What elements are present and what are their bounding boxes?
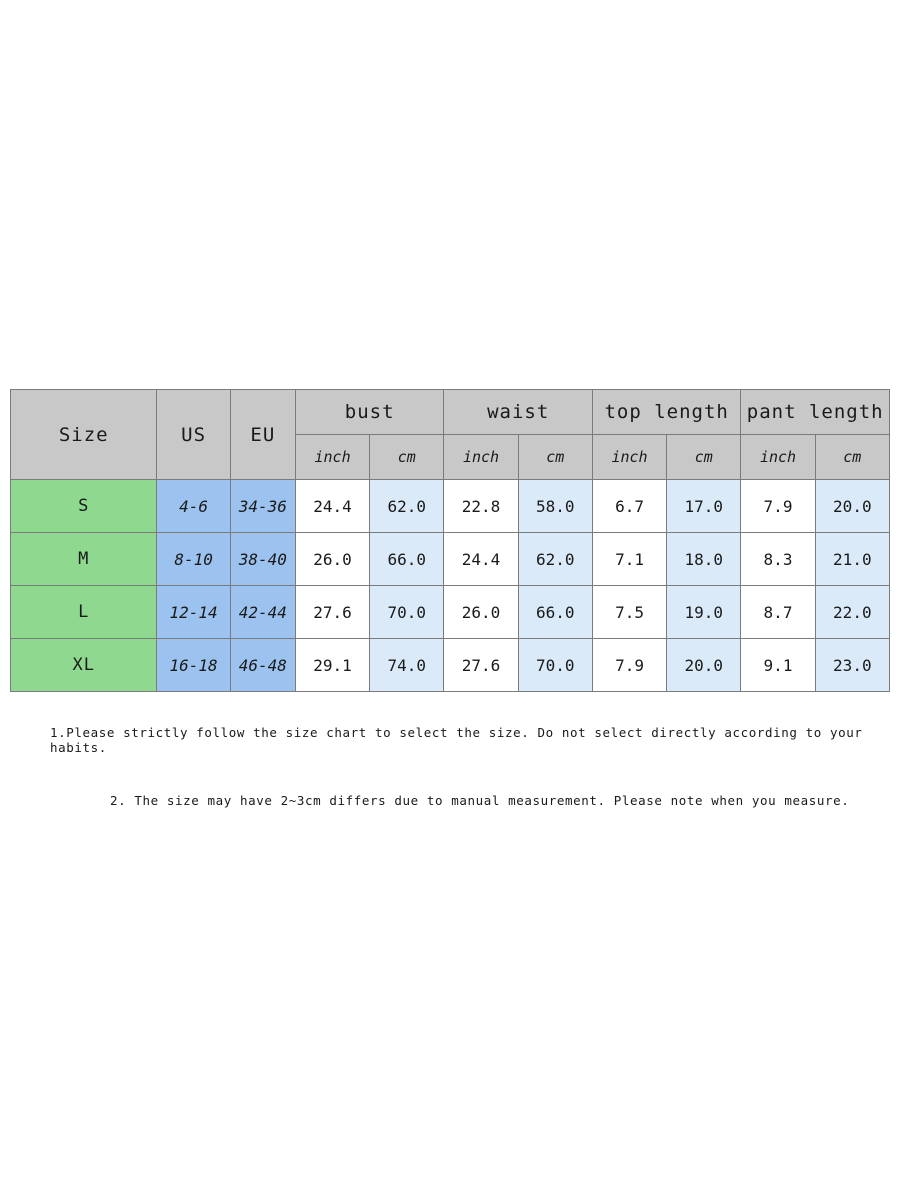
table-row xyxy=(11,533,890,586)
cell-us: 12-14 xyxy=(157,586,230,639)
cell-eu: 38-40 xyxy=(230,533,295,586)
column-group-top-length: top length xyxy=(592,390,740,435)
column-header-size: Size xyxy=(11,390,157,480)
unit-header-bust-cm: cm xyxy=(370,435,444,480)
column-header-eu: EU xyxy=(230,390,295,480)
cell-eu: 46-48 xyxy=(230,639,295,692)
cell-eu: 42-44 xyxy=(230,586,295,639)
column-group-pant-length: pant length xyxy=(741,390,890,435)
cell-pant-cm: 20.0 xyxy=(815,480,889,533)
column-group-waist: waist xyxy=(444,390,592,435)
cell-bust-cm: 74.0 xyxy=(370,639,444,692)
cell-pant-cm: 21.0 xyxy=(815,533,889,586)
unit-header-pant-inch: inch xyxy=(741,435,815,480)
note-line-1: 1.Please strictly follow the size chart to select the size. Do not select directly according to your habits. xyxy=(50,725,863,755)
unit-header-waist-cm: cm xyxy=(518,435,592,480)
size-chart-container xyxy=(10,389,890,692)
cell-waist-cm: 62.0 xyxy=(518,533,592,586)
cell-top-inch: 7.9 xyxy=(592,639,666,692)
table-header xyxy=(11,390,890,480)
note-line-2: 2. The size may have 2~3cm differs due to manual measurement. Please note when you measure. xyxy=(110,793,850,808)
cell-bust-cm: 66.0 xyxy=(370,533,444,586)
cell-top-cm: 20.0 xyxy=(667,639,741,692)
size-chart-table xyxy=(10,389,890,692)
cell-pant-inch: 7.9 xyxy=(741,480,815,533)
cell-bust-cm: 62.0 xyxy=(370,480,444,533)
unit-header-waist-inch: inch xyxy=(444,435,518,480)
cell-waist-cm: 70.0 xyxy=(518,639,592,692)
unit-header-top-inch: inch xyxy=(592,435,666,480)
cell-size: L xyxy=(11,586,157,639)
cell-pant-cm: 23.0 xyxy=(815,639,889,692)
cell-pant-cm: 22.0 xyxy=(815,586,889,639)
table-row xyxy=(11,480,890,533)
notes-section xyxy=(10,725,890,808)
cell-bust-inch: 27.6 xyxy=(295,586,369,639)
table-row xyxy=(11,586,890,639)
unit-header-pant-cm: cm xyxy=(815,435,889,480)
column-header-us: US xyxy=(157,390,230,480)
cell-size: XL xyxy=(11,639,157,692)
cell-top-cm: 17.0 xyxy=(667,480,741,533)
cell-us: 16-18 xyxy=(157,639,230,692)
cell-us: 8-10 xyxy=(157,533,230,586)
cell-waist-cm: 58.0 xyxy=(518,480,592,533)
cell-bust-inch: 29.1 xyxy=(295,639,369,692)
cell-waist-inch: 26.0 xyxy=(444,586,518,639)
cell-bust-inch: 26.0 xyxy=(295,533,369,586)
cell-size: S xyxy=(11,480,157,533)
cell-top-inch: 7.1 xyxy=(592,533,666,586)
cell-size: M xyxy=(11,533,157,586)
table-body xyxy=(11,480,890,692)
cell-top-cm: 18.0 xyxy=(667,533,741,586)
cell-pant-inch: 8.3 xyxy=(741,533,815,586)
cell-top-inch: 7.5 xyxy=(592,586,666,639)
cell-bust-inch: 24.4 xyxy=(295,480,369,533)
cell-pant-inch: 9.1 xyxy=(741,639,815,692)
cell-top-inch: 6.7 xyxy=(592,480,666,533)
cell-waist-inch: 27.6 xyxy=(444,639,518,692)
column-group-bust: bust xyxy=(295,390,443,435)
cell-pant-inch: 8.7 xyxy=(741,586,815,639)
cell-top-cm: 19.0 xyxy=(667,586,741,639)
unit-header-top-cm: cm xyxy=(667,435,741,480)
table-row xyxy=(11,639,890,692)
unit-header-bust-inch: inch xyxy=(295,435,369,480)
cell-waist-inch: 24.4 xyxy=(444,533,518,586)
cell-waist-inch: 22.8 xyxy=(444,480,518,533)
cell-eu: 34-36 xyxy=(230,480,295,533)
cell-waist-cm: 66.0 xyxy=(518,586,592,639)
cell-us: 4-6 xyxy=(157,480,230,533)
cell-bust-cm: 70.0 xyxy=(370,586,444,639)
